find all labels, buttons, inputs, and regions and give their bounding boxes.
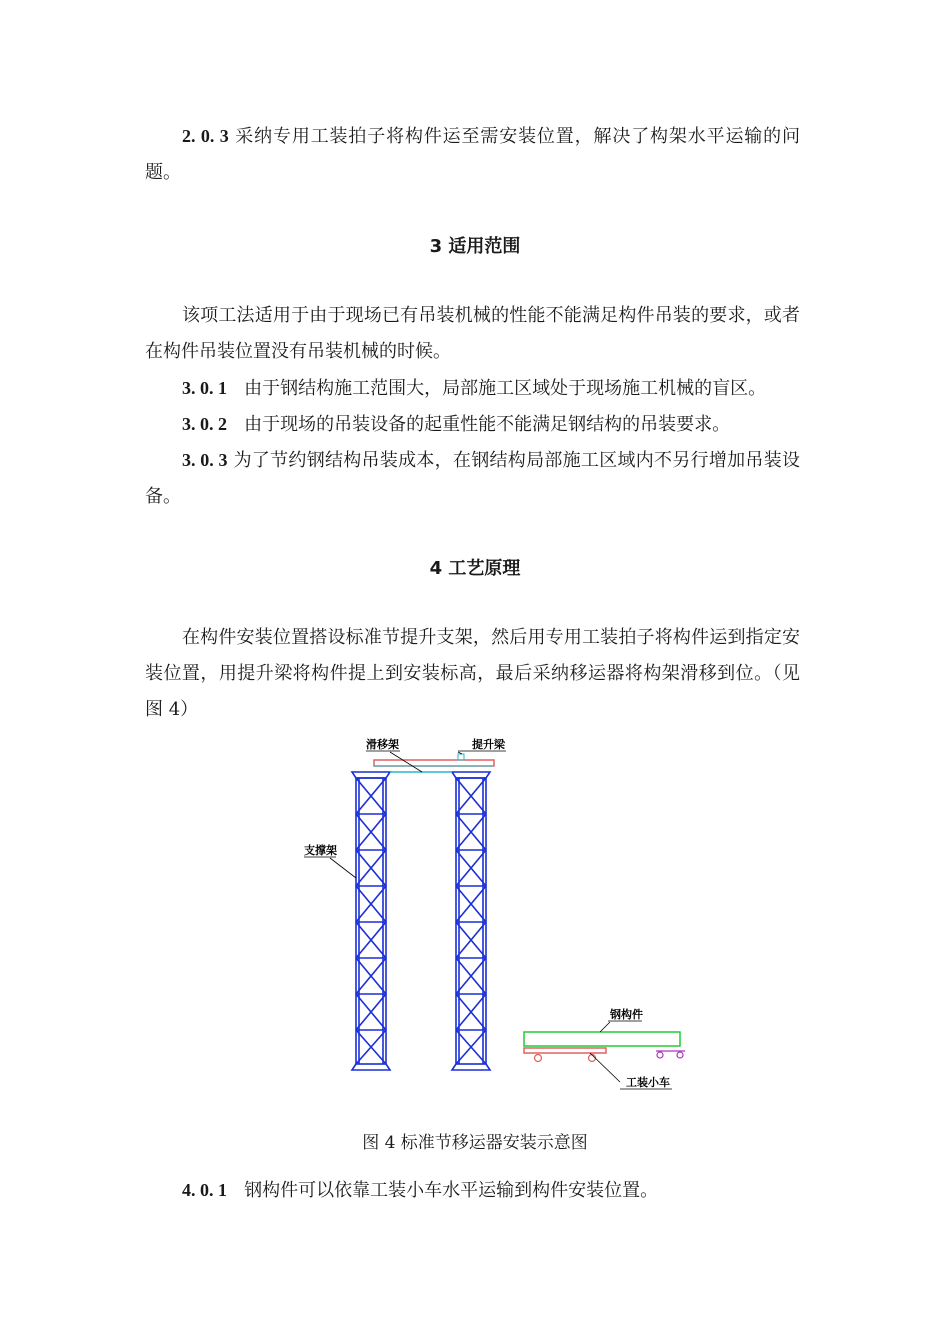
- clause-text: 采纳专用工装拍子将构件运至需安装位置，解决了构架水平运输的问题。: [145, 126, 801, 183]
- trolley-wheels: [535, 1055, 596, 1062]
- figure-caption: 图 4 标准节移运器安装示意图: [362, 1133, 588, 1153]
- clause-number: 2. 0. 3: [182, 126, 229, 146]
- paragraph-3-0-2: [145, 406, 800, 443]
- label-trolley: 工装小车: [626, 1076, 670, 1089]
- left-support-tower: [352, 772, 390, 1070]
- clause-text: 由于钢结构施工范围大，局部施工区域处于现场施工机械的盲区。: [244, 378, 767, 399]
- label-steel-member: 钢构件: [610, 1008, 643, 1021]
- lift-beam: [374, 760, 494, 766]
- section-4-intro: 在构件安装位置搭设标准节提升支架，然后用专用工装拍子将构件运到指定安装位置，用提升梁将构件提上到安装标高，最后采纳移运器将构架滑移到位。（见图 4）: [145, 627, 800, 720]
- figure-4: [290, 730, 710, 1100]
- clause-number: 3. 0. 1: [182, 378, 227, 398]
- right-support-tower: [452, 772, 490, 1070]
- clause-text: 由于现场的吊装设备的起重性能不能满足钢结构的吊装要求。: [244, 414, 731, 435]
- paragraph-2-0-3: [145, 118, 800, 191]
- paragraph-3-0-1: [145, 370, 800, 407]
- label-lift-beam: 提升梁: [472, 738, 505, 751]
- lifting-diagram: [290, 730, 710, 1100]
- paragraph-4-0-1: [145, 1172, 800, 1209]
- trolley: [524, 1048, 606, 1053]
- clause-number: 3. 0. 3: [182, 450, 228, 470]
- section-3-intro: 该项工法适用于由于现场已有吊装机械的性能不能满足构件吊装的要求，或者在构件吊装位置没有吊装机械的时候。: [145, 305, 800, 362]
- label-support-frame: 支撑架: [304, 844, 337, 857]
- paragraph-3-0-3: [145, 442, 800, 515]
- section-3-title: 3 适用范围: [429, 236, 521, 257]
- steel-member: [524, 1032, 680, 1046]
- clause-text: 为了节约钢结构吊装成本，在钢结构局部施工区域内不另行增加吊装设备。: [145, 450, 800, 507]
- section-4-title: 4 工艺原理: [429, 558, 521, 579]
- clause-text: 钢构件可以依靠工装小车水平运输到构件安装位置。: [244, 1180, 659, 1201]
- clause-number: 3. 0. 2: [182, 414, 227, 434]
- clause-number: 4. 0. 1: [182, 1180, 227, 1200]
- label-slide-frame: 滑移架: [366, 738, 399, 751]
